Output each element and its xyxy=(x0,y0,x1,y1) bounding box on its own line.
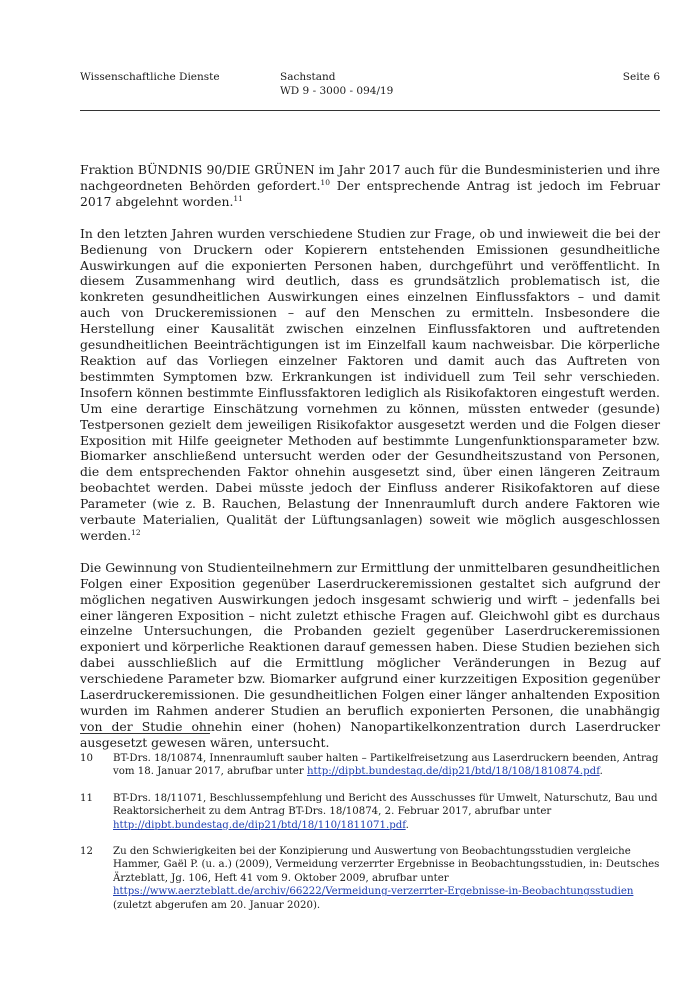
footnote-number: 10 xyxy=(80,753,93,764)
footnote-link[interactable]: https://www.aerzteblatt.de/archiv/66222/Vermeidung-verzerrter-Ergebnisse-in-Beobachtungsstudien xyxy=(113,886,634,898)
footnote-body: BT-Drs. 18/10874, Innenraumluft sauber halten – Partikelfreisetzung aus Laserdruckern beenden, Antrag vom 18. Januar 2017, abrufbar unter xyxy=(113,753,659,778)
footnote-ref-12[interactable]: 12 xyxy=(131,527,141,537)
paragraph-3: Die Gewinnung von Studienteilnehmern zur Ermittlung der unmittelbaren gesundheitlichen Folgen einer Exposition gegenüber Laserdruckeremissionen gestaltet sich aufgrund der möglichen negativen Auswirkungen jedoch insgesamt schwierig und wirft – jedenfalls bei einer längeren Exposition – nicht zuletzt ethische Fragen auf. Gleichwohl gibt es durchaus einzelne Untersuchungen, die Probanden gezielt gegenüber Laserdruckeremissionen exponiert und körperliche Reaktionen darauf gemessen haben. Diese Studien beziehen sich dabei ausschließlich auf die Ermittlung möglicher Veränderungen in Bezug auf verschiedene Parameter bzw. Biomarker aufgrund einer kurzzeitigen Exposition gegenüber Laserdruckeremissionen. Die gesundheitlichen Folgen einer länger anhaltenden Exposition wurden im Rahmen anderer Studien an beruflich exponierten Personen, die unabhängig von der Studie ohnehin einer (hohen) Nanopartikelkonzentration durch Laserdrucker ausgesetzt gewesen wären, untersucht. xyxy=(80,559,660,750)
footnotes xyxy=(80,752,660,925)
footnote-ref-11[interactable]: 11 xyxy=(233,193,243,203)
paragraph-1 xyxy=(80,162,660,210)
footnote-tail: . xyxy=(599,766,603,778)
header-doc-id: WD 9 - 3000 - 094/19 xyxy=(280,85,394,97)
footnote-number: 11 xyxy=(80,792,93,804)
footnote-number: 12 xyxy=(80,846,93,858)
footnote-tail: (zuletzt abgerufen am 20. Januar 2020). xyxy=(113,899,321,911)
footnote-text xyxy=(113,792,660,832)
footnote-12 xyxy=(80,845,660,912)
footnote-text xyxy=(113,752,660,779)
footnote-10 xyxy=(80,752,660,779)
footnote-text xyxy=(113,845,660,912)
paragraph-1-part-a: Fraktion BÜNDNIS 90/DIE GRÜNEN im Jahr 2017 auch für die Bundesministerien und ihre nachgeordneten Behörden gefordert. xyxy=(80,162,660,193)
paragraph-2 xyxy=(80,226,660,544)
header-doc-info xyxy=(280,70,393,98)
footnote-tail: . xyxy=(405,819,409,831)
header-divider xyxy=(80,110,660,111)
header-org: Wissenschaftliche Dienste xyxy=(80,71,220,83)
main-text xyxy=(80,162,660,767)
paragraph-2-text: In den letzten Jahren wurden verschiedene Studien zur Frage, ob und inwieweit die bei der Bedienung von Druckern oder Kopierern entstehenden Emissionen gesundheitliche Auswirkungen auf die exponierten Personen haben, durchgeführt und veröffentlicht. In diesem Zusammenhang wird deutlich, dass es grundsätzlich problematisch ist, die konkreten gesundheitlichen Auswirkungen eines einzelnen Einflussfaktors – und damit auch von Druckeremissionen – auf den Menschen zu ermitteln. Insbesondere die Herstellung einer Kausalität zwischen einzelnen Einflussfaktoren und auftretenden gesundheitlichen Beeinträchtigungen ist im Einzelfall kaum nachweisbar. Die körperliche Reaktion auf das Vorliegen einzelner Faktoren und damit auch das Auftreten von bestimmten Symptomen bzw. Erkrankungen ist individuell zum Teil sehr verschieden. Insofern können bestimmte Einflussfaktoren lediglich als Risikofaktoren eingestuft werden. Um eine derartige Einschätzung vornehmen zu können, müssten entweder (gesunde) Testpersonen gezielt dem jeweiligen Risikofaktor ausgesetzt werden und die Folgen dieser Exposition mit Hilfe geeigneter Methoden auf bestimmte Lungenfunktionsparameter bzw. Biomarker anschließend untersucht werden oder der Gesundheitszustand von Personen, die dem entsprechenden Faktor ohnehin ausgesetzt sind, über einen längeren Zeitraum beobachtet werden. Dabei müsste jedoch der Einfluss anderer Risikofaktoren auf diese Parameter (wie z. B. Rauchen, Belastung der Innenraumluft durch andere Faktoren wie verbaute Materialien, Qualität der Lüftungsanlagen) soweit wie möglich ausgeschlossen werden. xyxy=(80,225,660,543)
paragraph-1-part-b: Der entsprechende Antrag ist jedoch im Februar 2017 abgelehnt worden. xyxy=(80,177,661,209)
footnote-body: Zu den Schwierigkeiten bei der Konzipierung und Auswertung von Beobachtungsstudien vergleiche Hammer, Gaël P. (u. a.) (2009), Vermeidung verzerrter Ergebnisse in Beobachtungsstudien, in: Deutsches Ärzteblatt, Jg. 106, Heft 41 vom 9. Oktober 2009, abrufbar unter xyxy=(113,846,660,884)
footnote-ref-10[interactable]: 10 xyxy=(320,177,330,187)
footnote-link[interactable]: http://dipbt.bundestag.de/dip21/btd/18/108/1810874.pdf xyxy=(306,766,600,778)
header-page-number: Seite 6 xyxy=(622,71,660,83)
footnote-divider xyxy=(80,733,210,734)
footnote-body: BT-Drs. 18/11071, Beschlussempfehlung und Bericht des Ausschusses für Umwelt, Naturschutz, Bau und Reaktorsicherheit zu dem Antrag BT-Drs. 18/10874, 2. Februar 2017, abrufbar unter xyxy=(113,792,658,818)
page-header xyxy=(80,70,660,110)
header-doc-type: Sachstand xyxy=(280,71,336,83)
footnote-11 xyxy=(80,792,660,832)
footnote-link[interactable]: http://dipbt.bundestag.de/dip21/btd/18/110/1811071.pdf xyxy=(113,819,406,831)
